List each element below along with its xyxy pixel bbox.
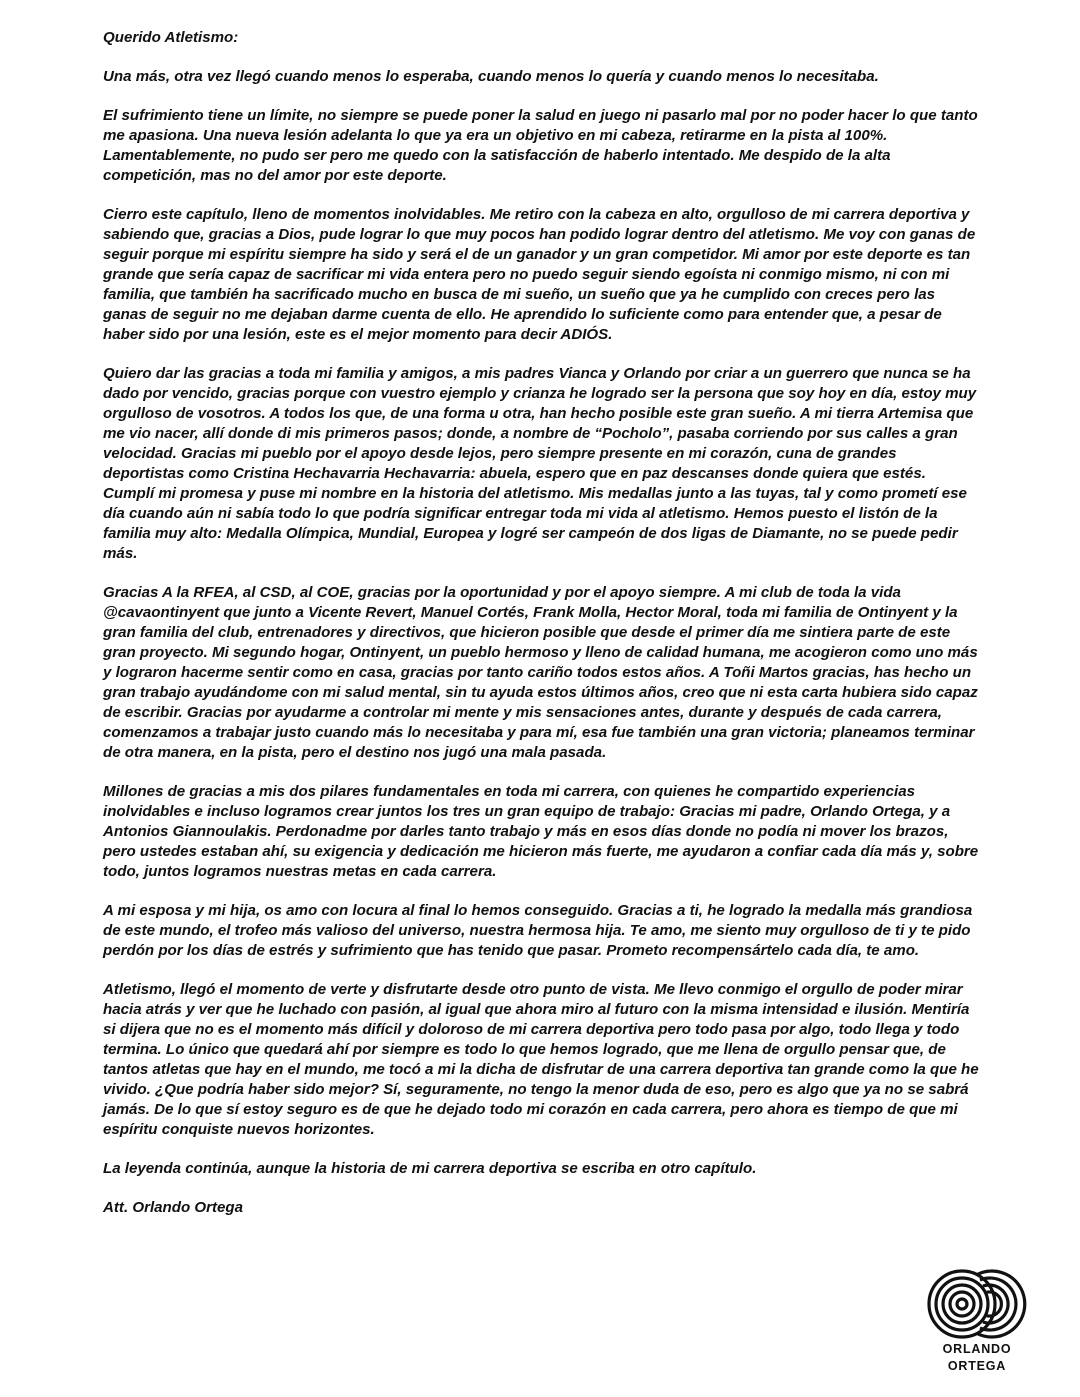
letter-paragraph: A mi esposa y mi hija, os amo con locura al final lo hemos conseguido. Gracias a ti, he logrado la medalla más grandiosa de este mundo, el trofeo más valioso del universo, nuestra hermosa hija. Te amo, me siento muy orgulloso de ti y te pido perdón por los días de estrés y sufrimiento que has tenido que pasar. Prometo recompensártelo cada día, te amo. bbox=[103, 902, 973, 959]
letter-signature: Att. Orlando Ortega bbox=[103, 1199, 244, 1216]
letter-paragraph: Una más, otra vez llegó cuando menos lo esperaba, cuando menos lo quería y cuando menos lo necesitaba. bbox=[103, 68, 879, 85]
orlando-ortega-logo bbox=[925, 1268, 1029, 1380]
letter-paragraph: El sufrimiento tiene un límite, no siempre se puede poner la salud en juego ni pasarlo mal por no poder hacer lo que tanto me apasiona. Una nueva lesión adelanta lo que ya era un objetivo en mi cabeza, retirarme en la pista al 100%. Lamentablemente, no pudo ser pero me quedo con la satisfacción de haberlo intentado. Me despido de la alta competición, mas no del amor por este deporte. bbox=[103, 107, 978, 184]
letter-body bbox=[103, 28, 981, 1237]
logo-line-last-name: ORTEGA bbox=[947, 1359, 1007, 1373]
letter-paragraph: Cierro este capítulo, lleno de momentos inolvidables. Me retiro con la cabeza en alto, orgulloso de mi carrera deportiva y sabiendo que, gracias a Dios, pude lograr lo que muy pocos han podido lograr dentro del atletismo. Me voy con ganas de seguir porque mi espíritu siempre ha sido y será el de un ganador y un gran competidor. Mi amor por este deporte es tan grande que sería capaz de sacrificar mi vida entera pero no puedo seguir siendo egoísta ni conmigo mismo, ni con mi familia, que también ha sacrificado mucho en busca de mi sueño, un sueño que ya he cumplido con creces pero las ganas de seguir no me dejaban darme cuenta de ello. He aprendido lo suficiente como para entender que, a pesar de haber sido por una lesión, este es el mejor momento para decir ADIÓS. bbox=[103, 206, 976, 343]
letter-paragraph: Quiero dar las gracias a toda mi familia y amigos, a mis padres Vianca y Orlando por criar a un guerrero que nunca se ha dado por vencido, gracias porque con vuestro ejemplo y crianza he logrado ser la persona que soy hoy en día, estoy muy orgulloso de vosotros. A todos los que, de una forma u otra, han hecho posible este gran sueño. A mi tierra Artemisa que me vio nacer, allí donde di mis primeros pasos; donde, a nombre de “Pocholo”, pasaba corriendo por sus calles a gran velocidad. Gracias mi pueblo por el apoyo desde lejos, pero siempre presente en mi corazón, cuna de grandes deportistas como Cristina Hechavarria Hechavarria: abuela, espero que en paz descanses donde quiera que estés. Cumplí mi promesa y puse mi nombre en la historia del atletismo. Mis medallas junto a las tuyas, tal y como prometí ese día cuando aún ni sabía todo lo que podría significar entregar toda mi vida al atletismo. Hemos puesto el listón de la familia muy alto: Medalla Olímpica, Mundial, Europea y logré ser campeón de dos ligas de Diamante, no se puede pedir más. bbox=[103, 365, 977, 562]
letter-paragraph: Gracias A la RFEA, al CSD, al COE, gracias por la oportunidad y por el apoyo siempre. A mi club de toda la vida @cavaontinyent que junto a Vicente Revert, Manuel Cortés, Frank Molla, Hector Moral, toda mi familia de Ontinyent y la gran familia del club, entrenadores y directivos, que hicieron posible que desde el primer día me sintiera parte de este gran proyecto. Mi segundo hogar, Ontinyent, un pueblo hermoso y lleno de calidad humana, me acogieron como uno más y lograron hacerme sentir como en casa, gracias por tanto cariño todos estos años. A Toñi Martos gracias, has hecho un gran trabajo ayudándome con mi salud mental, sin tu ayuda estos últimos años, creo que ni esta carta hubiera sido capaz de escribir. Gracias por ayudarme a controlar mi mente y mis sensaciones antes, durante y después de cada carrera, comenzamos a trabajar justo cuando más lo necesitaba y para mí, esa fue también una gran victoria; planeamos terminar de otra manera, en la pista, pero el destino nos jugó una mala pasada. bbox=[103, 584, 978, 761]
logo-wordmark bbox=[925, 1341, 1029, 1375]
letter-paragraph: Atletismo, llegó el momento de verte y disfrutarte desde otro punto de vista. Me llevo conmigo el orgullo de poder mirar hacia atrás y ver que he luchado con pasión, al igual que ahora miro al futuro con la misma intensidad e ilusión. Mentiría si dijera que no es el momento más difícil y doloroso de mi carrera deportiva pero todo pasa por algo, todo llega y todo termina. Lo único que quedará ahí por siempre es todo lo que hemos logrado, que me llena de orgullo pensar que, de tantos atletas que hay en el mundo, me tocó a mi la dicha de disfrutar de una carrera deportiva tan grande como la que he vivido. ¿Que podría haber sido mejor? Sí, seguramente, no tengo la menor duda de eso, pero es algo que ya no se sabrá jamás. De lo que sí estoy seguro es de que he dejado todo mi corazón en cada carrera, pero ahora es tiempo de que mi espíritu conquiste nuevos horizontes. bbox=[103, 981, 979, 1138]
concentric-circles-logo-icon bbox=[925, 1268, 1029, 1340]
letter-paragraph: La leyenda continúa, aunque la historia de mi carrera deportiva se escriba en otro capítulo. bbox=[103, 1160, 757, 1177]
letter-greeting: Querido Atletismo: bbox=[103, 29, 239, 46]
letter-paragraph: Millones de gracias a mis dos pilares fundamentales en toda mi carrera, con quienes he compartido experiencias inolvidables e incluso logramos crear juntos los tres un gran equipo de trabajo: Gracias mi padre, Orlando Ortega, y a Antonios Giannoulakis. Perdonadme por darles tanto trabajo y más en esos días donde no podía ni mover los brazos, pero ustedes estaban ahí, su exigencia y dedicación me hicieron más fuerte, me ayudaron a confiar cada día más y, sobre todo, juntos logramos nuestras metas en cada carrera. bbox=[103, 783, 979, 880]
logo-line-first-name: ORLANDO bbox=[942, 1342, 1012, 1356]
